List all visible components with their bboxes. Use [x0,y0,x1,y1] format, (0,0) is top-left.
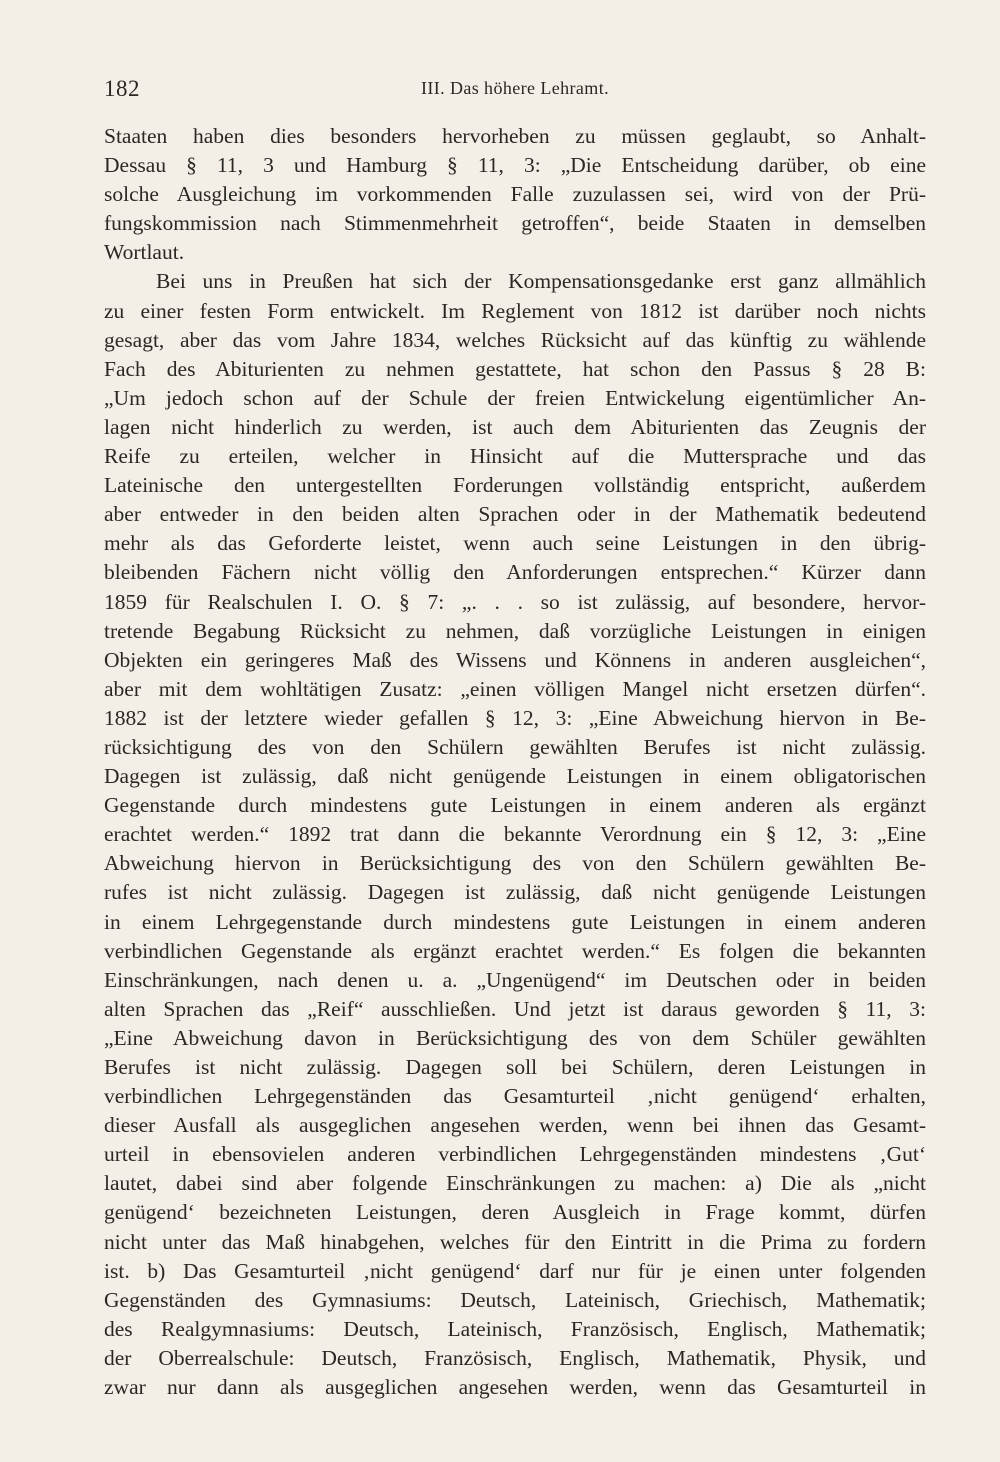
text-line: zwar nur dann als ausgeglichen angesehen werden, wenn das Gesamturteil in [104,1375,926,1400]
text-line: verbindlichen Lehrgegenständen das Gesamturteil ‚nicht genügend‘ erhalten, [104,1084,926,1109]
text-line: verbindlichen Gegenstande als ergänzt erachtet werden.“ Es folgen die bekannten [104,938,926,963]
text-line: 1882 ist der letztere wieder gefallen § 12, 3: „Eine Abweichung hiervon in Be- [104,705,926,730]
text-line: Abweichung hiervon in Berücksichtigung des von den Schülern gewählten Be- [104,851,926,876]
text-line: rücksichtigung des von den Schülern gewählten Berufes ist nicht zulässig. [104,734,926,759]
text-line: gesagt, aber das vom Jahre 1834, welches Rücksicht auf das künftig zu wählende [104,327,926,352]
text-line: dieser Ausfall als ausgeglichen angesehen werden, wenn bei ihnen das Gesamt- [104,1113,926,1138]
text-line: lagen nicht hinderlich zu werden, ist auch dem Abiturienten das Zeugnis der [104,414,926,439]
text-line: Gegenstande durch mindestens gute Leistungen in einem anderen als ergänzt [104,793,926,818]
text-line: Staaten haben dies besonders hervorheben zu müssen geglaubt, so Anhalt- [104,124,926,148]
text-line: Bei uns in Preußen hat sich der Kompensationsgedanke erst ganz allmählich [156,269,926,294]
text-line: „Um jedoch schon auf der Schule der freien Entwickelung eigentümlicher An- [104,385,926,410]
text-line: Dagegen ist zulässig, daß nicht genügende Leistungen in einem obligatorischen [104,764,926,789]
text-line: mehr als das Geforderte leistet, wenn auch seine Leistungen in den übrig- [104,531,926,556]
running-head [104,76,926,106]
text-line: aber mit dem wohltätigen Zusatz: „einen völligen Mangel nicht ersetzen dürfen“. [104,676,926,701]
text-line: fungskommission nach Stimmenmehrheit getroffen“, beide Staaten in demselben [104,211,926,236]
text-line: „Eine Abweichung davon in Berücksichtigung des von dem Schüler gewählten [104,1025,926,1050]
text-line: Berufes ist nicht zulässig. Dagegen soll bei Schülern, deren Leistungen in [104,1055,926,1079]
text-line: Wortlaut. [104,240,185,265]
text-line: Dessau § 11, 3 und Hamburg § 11, 3: „Die Entscheidung darüber, ob eine [104,153,926,178]
text-line: Lateinische den untergestellten Forderungen vollständig entspricht, außerdem [104,473,926,498]
text-line: aber entweder in den beiden alten Sprachen oder in der Mathematik bedeutend [104,502,926,527]
text-line: ist. b) Das Gesamturteil ‚nicht genügend‘ darf nur für je einen unter folgenden [104,1258,926,1283]
text-line: alten Sprachen das „Reif“ ausschließen. Und jetzt ist daraus geworden § 11, 3: [104,996,926,1021]
text-line: Fach des Abiturienten zu nehmen gestattete, hat schon den Passus § 28 B: [104,356,926,381]
text-line: lautet, dabei sind aber folgende Einschränkungen zu machen: a) Die als „nicht [104,1171,926,1196]
text-line: in einem Lehrgegenstande durch mindestens gute Leistungen in einem anderen [104,909,926,934]
text-line: 1859 für Realschulen I. O. § 7: „. . . so ist zulässig, auf besondere, hervor- [104,589,926,614]
text-line: zu einer festen Form entwickelt. Im Reglement von 1812 ist darüber noch nichts [104,298,926,323]
text-line: bleibenden Fächern nicht völlig den Anforderungen entsprechen.“ Kürzer dann [104,560,926,585]
text-line: Objekten ein geringeres Maß des Wissens und Könnens in anderen ausgleichen“, [104,647,926,672]
page-number: 182 [104,76,140,101]
text-line: Reife zu erteilen, welcher in Hinsicht auf die Muttersprache und das [104,444,926,469]
text-line: solche Ausgleichung im vorkommenden Falle zuzulassen sei, wird von der Prü- [104,182,926,207]
text-line: erachtet werden.“ 1892 trat dann die bekannte Verordnung ein § 12, 3: „Eine [104,822,926,847]
text-line: Gegenständen des Gymnasiums: Deutsch, Lateinisch, Griechisch, Mathematik; [104,1287,926,1312]
text-line: des Realgymnasiums: Deutsch, Lateinisch, Französisch, Englisch, Mathematik; [104,1316,926,1341]
text-line: tretende Begabung Rücksicht zu nehmen, daß vorzügliche Leistungen in einigen [104,618,926,643]
text-line: rufes ist nicht zulässig. Dagegen ist zulässig, daß nicht genügende Leistungen [104,880,926,905]
text-line: der Oberrealschule: Deutsch, Französisch, Englisch, Mathematik, Physik, und [104,1345,926,1370]
running-title: III. Das höhere Lehramt. [420,78,610,98]
text-line: nicht unter das Maß hinabgehen, welches für den Eintritt in die Prima zu fordern [104,1229,926,1254]
text-line: Einschränkungen, nach denen u. a. „Ungenügend“ im Deutschen oder in beiden [104,967,926,992]
body-text [104,122,926,1402]
text-line: genügend‘ bezeichneten Leistungen, deren Ausgleich in Frage kommt, dürfen [104,1200,926,1225]
text-line: urteil in ebensovielen anderen verbindlichen Lehrgegenständen mindestens ‚Gut‘ [104,1142,926,1167]
